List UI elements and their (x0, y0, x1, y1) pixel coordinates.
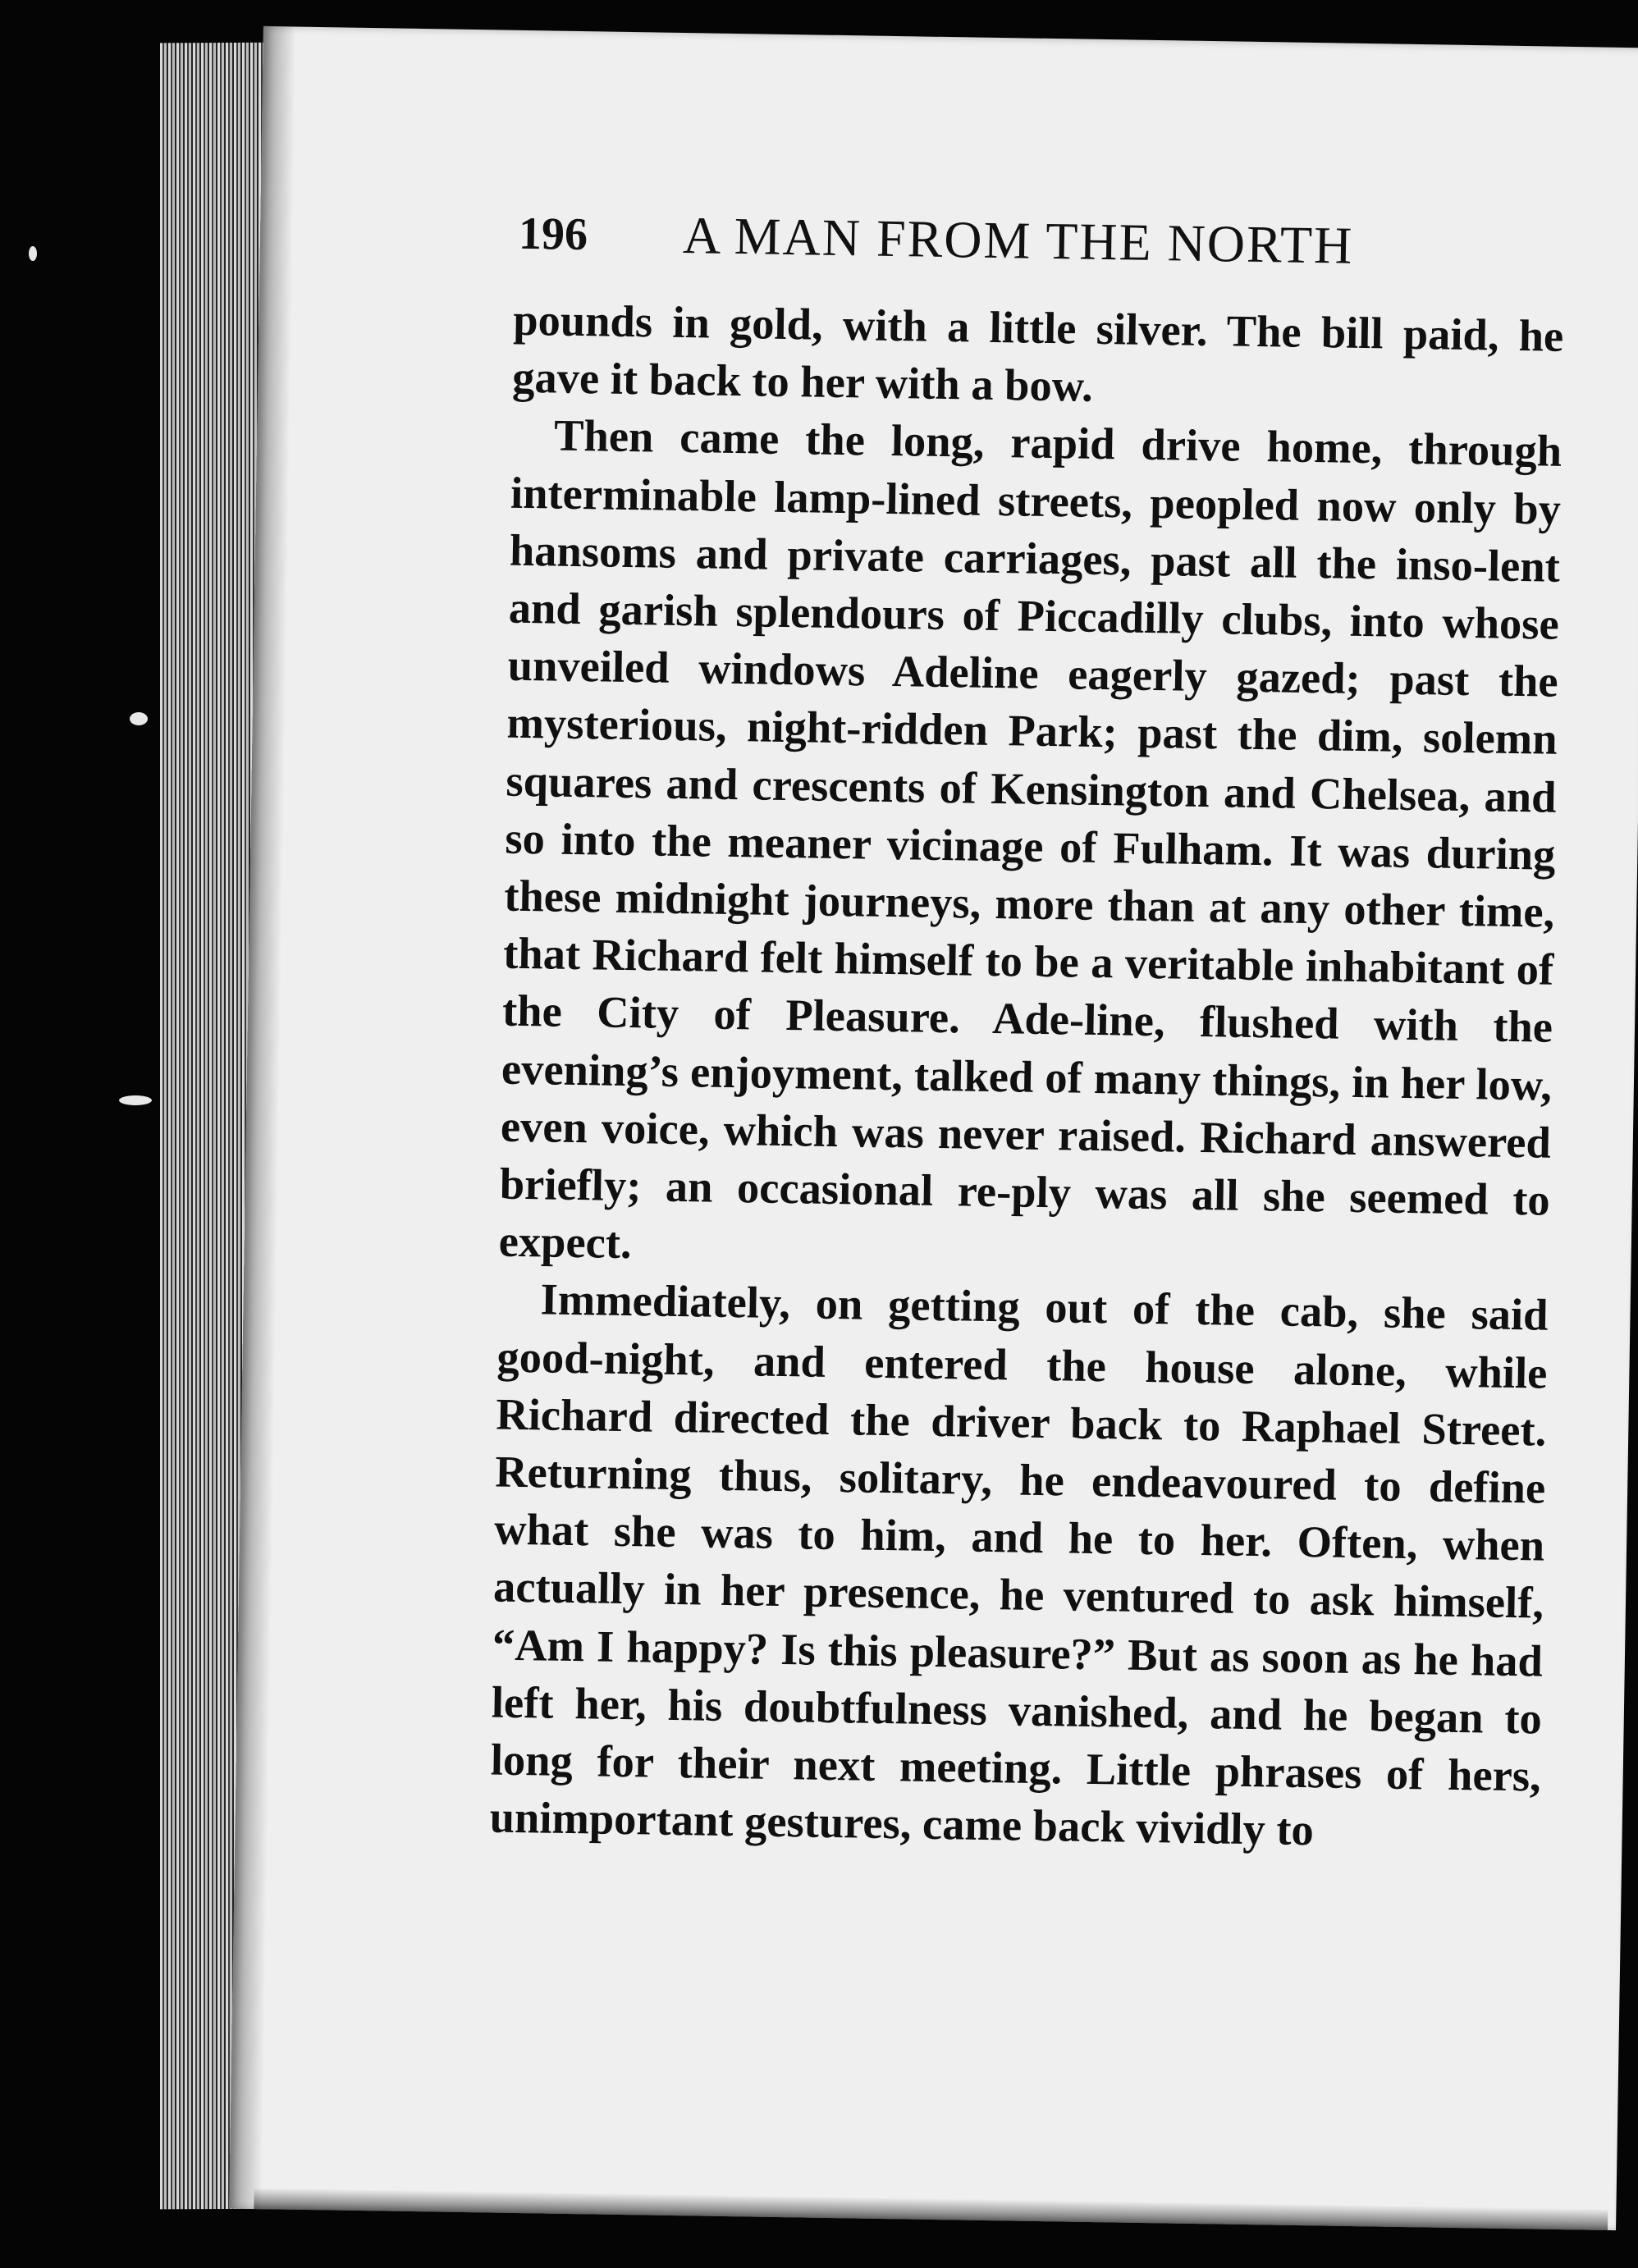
margin-speck (119, 1095, 152, 1105)
book-page (229, 26, 1638, 2230)
running-head (518, 203, 1638, 295)
body-text (489, 291, 1564, 1863)
page-number: 196 (518, 208, 588, 261)
paragraph: Immediately, on getting out of the cab, she said good-night, and entered the house alone, while Richard directed the driver back to Raphael Street. Returning thus, solitary, he endeavoured to define what she was to him, and he to her. Often, when actually in her presence, he ventured to ask himself, “Am I happy? Is this pleasure?” But as soon as he had left her, his doubtfulness vanished, and he began to long for their next meeting. Little phrases of hers, unimportant gestures, came back vividly to (489, 1273, 1549, 1855)
running-title: A MAN FROM THE NORTH (682, 205, 1354, 275)
page-bottom-edge (254, 2188, 1608, 2230)
paragraph: Then came the long, rapid drive home, through interminable lamp-lined streets, peopled now only by hansoms and private carriages, past all the inso-lent and garish splendours of Piccadilly clubs, into whose unveiled windows Adeline eagerly gazed; past the mysterious, night-ridden Park; past the dim, solemn squares and crescents of Kensington and Chelsea, and so into the meaner vicinage of Fulham. It was during these midnight journeys, more than at any other time, that Richard felt himself to be a veritable inhabitant of the City of Pleasure. Ade-line, flushed with the evening’s enjoyment, talked of many things, in her low, even voice, which was never raised. Richard answered briefly; an occasional re-ply was all she seemed to expect. (498, 409, 1563, 1269)
margin-speck (130, 712, 148, 725)
margin-speck (29, 246, 37, 261)
paragraph: pounds in gold, with a little silver. The bill paid, he gave it back to her with a bow. (511, 294, 1564, 412)
